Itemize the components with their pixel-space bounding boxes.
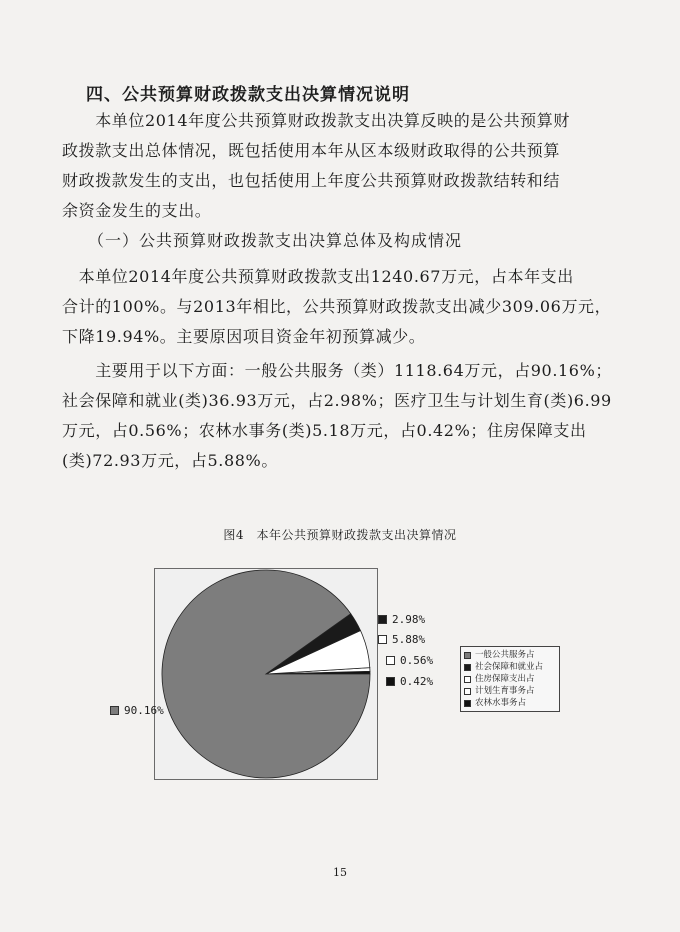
pie-slice: [162, 570, 370, 778]
swatch-icon: [464, 676, 471, 683]
text-line: 社会保障和就业(类)36.93万元，占2.98%；医疗卫生与计划生育(类)6.99: [62, 391, 612, 410]
slice-label-text: 5.88%: [392, 633, 426, 646]
legend-label: 计划生育事务占: [475, 686, 535, 696]
paragraph-overview: [62, 106, 622, 226]
slice-label-90-16: [110, 704, 164, 717]
text-line: 财政拨款发生的支出，也包括使用上年度公共预算财政拨款结转和结: [62, 171, 561, 190]
text-line: 主要用于以下方面：一般公共服务（类）1118.64万元，占90.16%；: [62, 361, 612, 380]
text-line: 本单位2014年度公共预算财政拨款支出决算反映的是公共预算财: [62, 111, 570, 130]
legend-label: 农林水事务占: [475, 698, 527, 708]
subsection-heading: （一）公共预算财政拨款支出决算总体及构成情况: [88, 231, 463, 250]
text-line: 万元，占0.56%；农林水事务(类)5.18万元，占0.42%；住房保障支出: [62, 421, 587, 440]
slice-label-text: 90.16%: [124, 704, 164, 717]
swatch-icon: [378, 635, 387, 644]
swatch-icon: [386, 656, 395, 665]
slice-label-text: 0.42%: [400, 675, 434, 688]
text-line: 合计的100%。与2013年相比，公共预算财政拨款支出减少309.06万元，: [62, 297, 612, 316]
legend-item: [464, 697, 556, 709]
slice-label-text: 0.56%: [400, 654, 434, 667]
slice-label-0-42: [386, 675, 433, 688]
paragraph-breakdown: [62, 356, 622, 476]
text-line: 政拨款支出总体情况，既包括使用本年从区本级财政取得的公共预算: [62, 141, 561, 160]
swatch-icon: [464, 652, 471, 659]
text-line: 余资金发生的支出。: [62, 201, 212, 220]
legend-label: 住房保障支出占: [475, 674, 535, 684]
chart-legend: [460, 646, 560, 712]
legend-label: 一般公共服务占: [475, 650, 535, 660]
slice-label-5-88: [378, 633, 425, 646]
text-line: (类)72.93万元，占5.88%。: [62, 451, 278, 470]
text-line: 下降19.94%。主要原因项目资金年初预算减少。: [62, 327, 426, 346]
figure-caption: 图4 本年公共预算财政拨款支出决算情况: [223, 528, 457, 542]
swatch-icon: [464, 664, 471, 671]
pie-chart: [154, 568, 376, 780]
slice-label-2-98: [378, 613, 425, 626]
paragraph-total: [62, 262, 622, 352]
swatch-icon: [464, 688, 471, 695]
legend-item: [464, 673, 556, 685]
swatch-icon: [464, 700, 471, 707]
page-number: 15: [333, 866, 347, 879]
legend-item: [464, 661, 556, 673]
legend-item: [464, 685, 556, 697]
swatch-icon: [110, 706, 119, 715]
slice-label-0-56: [386, 654, 433, 667]
legend-label: 社会保障和就业占: [475, 662, 544, 672]
swatch-icon: [378, 615, 387, 624]
slice-label-text: 2.98%: [392, 613, 426, 626]
legend-item: [464, 649, 556, 661]
text-line: 本单位2014年度公共预算财政拨款支出1240.67万元，占本年支出: [62, 267, 574, 286]
swatch-icon: [386, 677, 395, 686]
section-heading: 四、公共预算财政拨款支出决算情况说明: [86, 85, 410, 105]
